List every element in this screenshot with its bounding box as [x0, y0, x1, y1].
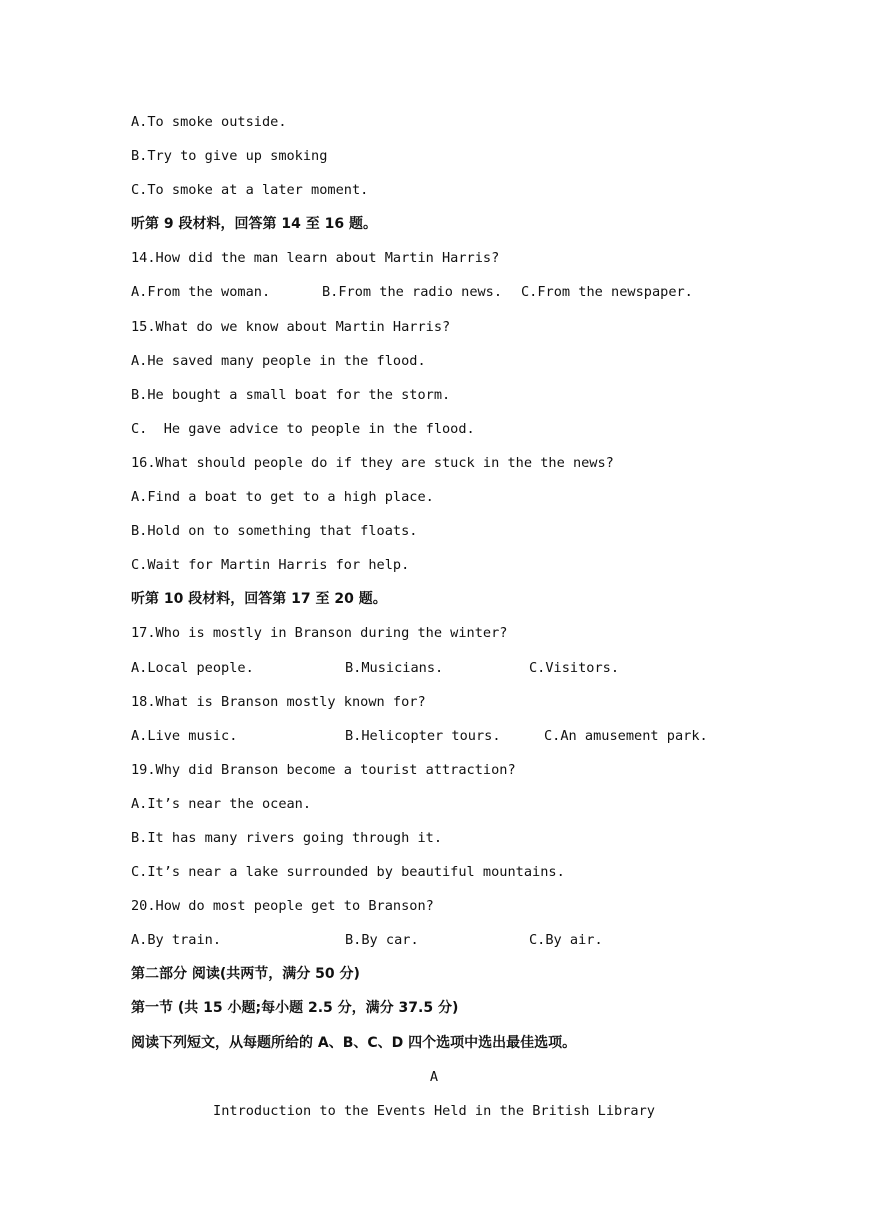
option: A.From the woman. — [131, 284, 271, 301]
passage-title: Introduction to the Events Held in the British Library — [213, 1102, 655, 1119]
instruction-text: 阅读下列短文，从每题所给的 A、B、C、D 四个选项中选出最佳选项。 — [131, 1034, 577, 1051]
option: B.From the radio news. — [322, 284, 503, 301]
options-row-14 — [131, 275, 731, 309]
option-line: B.He bought a small boat for the storm. — [131, 386, 451, 403]
option-line: C.To smoke at a later moment. — [131, 182, 369, 199]
option-line: B.Try to give up smoking — [131, 148, 328, 165]
option: C.By air. — [529, 932, 603, 949]
option: A.Local people. — [131, 659, 254, 676]
option: C.From the newspaper. — [521, 284, 693, 301]
option-line: A.He saved many people in the flood. — [131, 352, 426, 369]
part-heading: 第二部分 阅读(共两节，满分 50 分) — [131, 966, 360, 983]
question-15: 15.What do we know about Martin Harris? — [131, 318, 451, 335]
option-line: C.It’s near a lake surrounded by beautiful mountains. — [131, 864, 565, 881]
option: A.By train. — [131, 932, 222, 949]
option-line: C. He gave advice to people in the flood. — [131, 420, 475, 437]
option: B.By car. — [345, 932, 419, 949]
options-row-17 — [131, 651, 731, 685]
option-line: A.To smoke outside. — [131, 114, 287, 130]
question-14: 14.How did the man learn about Martin Harris? — [131, 250, 500, 267]
options-row-20 — [131, 923, 731, 957]
option-line: A.Find a boat to get to a high place. — [131, 489, 434, 506]
document-page — [131, 105, 731, 1128]
section-heading: 听第 10 段材料，回答第 17 至 20 题。 — [131, 591, 387, 608]
question-20: 20.How do most people get to Branson? — [131, 898, 434, 915]
passage-letter: A — [429, 1068, 439, 1085]
option: B.Musicians. — [345, 659, 444, 676]
question-17: 17.Who is mostly in Branson during the winter? — [131, 625, 508, 642]
section-heading: 听第 9 段材料，回答第 14 至 16 题。 — [131, 216, 377, 233]
option: C.Visitors. — [529, 659, 620, 676]
option-line: B.It has many rivers going through it. — [131, 829, 442, 846]
section-heading: 第一节 (共 15 小题;每小题 2.5 分，满分 37.5 分) — [131, 1000, 459, 1017]
option-line: A.It’s near the ocean. — [131, 795, 312, 812]
question-16: 16.What should people do if they are stuck in the the news? — [131, 454, 614, 471]
question-18: 18.What is Branson mostly known for? — [131, 693, 426, 710]
option-line: B.Hold on to something that floats. — [131, 523, 418, 540]
option: A.Live music. — [131, 727, 238, 744]
option: B.Helicopter tours. — [345, 727, 501, 744]
options-row-18 — [131, 719, 731, 753]
question-19: 19.Why did Branson become a tourist attraction? — [131, 761, 516, 778]
option-line: C.Wait for Martin Harris for help. — [131, 557, 410, 574]
option: C.An amusement park. — [544, 727, 708, 744]
